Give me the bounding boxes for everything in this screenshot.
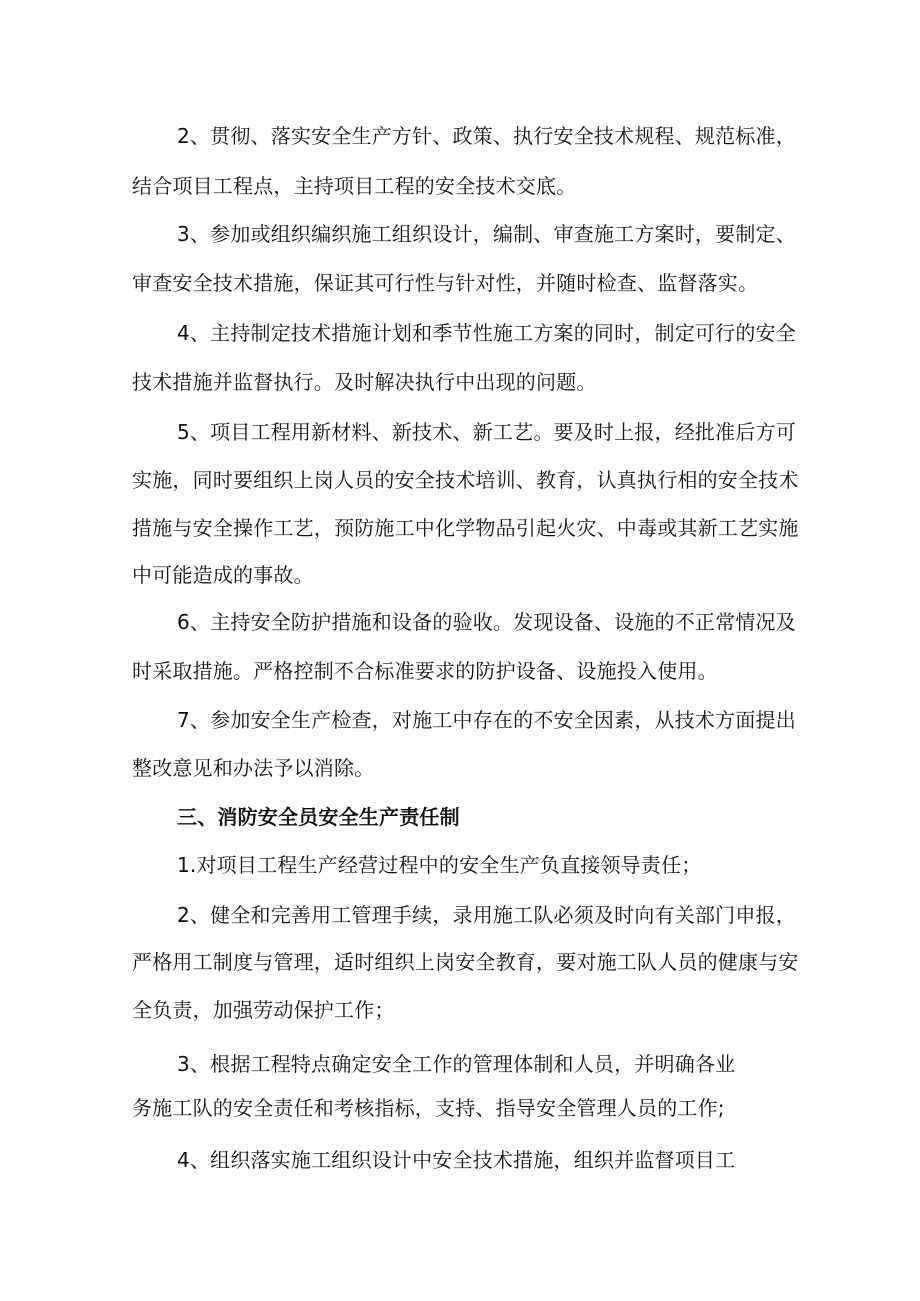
text-line: 审查安全技术措施，保证其可行性与针对性，并随时检查、监督落实。: [132, 271, 759, 295]
text-line: 4、主持制定技术措施计划和季节性施工方案的同时，制定可行的安全: [177, 321, 796, 345]
text-line: 实施，同时要组织上岗人员的安全技术培训、教育，认真执行相的安全技术: [132, 468, 799, 492]
text-line: 5、项目工程用新材料、新技术、新工艺。要及时上报，经批准后方可: [177, 420, 796, 444]
text-line: 整改意见和办法予以消除。: [132, 756, 375, 780]
text-line: 技术措施并监督执行。及时解决执行中出现的问题。: [132, 370, 597, 394]
text-line: 2、贯彻、落实安全生产方针、政策、执行安全技术规程、规范标准，: [177, 124, 796, 148]
text-line: 措施与安全操作工艺，预防施工中化学物品引起火灾、中毒或其新工艺实施: [132, 516, 799, 540]
text-line: 严格用工制度与管理，适时组织上岗安全教育，要对施工队人员的健康与安: [132, 950, 799, 974]
text-line: 3、参加或组织编织施工组织设计，编制、审查施工方案时，要制定、: [177, 222, 796, 246]
text-line: 1.对项目工程生产经营过程中的安全生产负直接领导责任；: [177, 853, 702, 877]
text-line: 4、组织落实施工组织设计中安全技术措施，组织并监督项目工: [177, 1148, 736, 1172]
section-heading: 三、消防安全员安全生产责任制: [177, 805, 460, 829]
text-line: 6、主持安全防护措施和设备的验收。发现设备、设施的不正常情况及: [177, 610, 796, 634]
text-line: 全负责，加强劳动保护工作；: [132, 998, 395, 1022]
text-line: 结合项目工程点，主持项目工程的安全技术交底。: [132, 174, 577, 198]
text-line: 2、健全和完善用工管理手续，录用施工队必须及时向有关部门申报，: [177, 903, 796, 927]
text-line: 3、根据工程特点确定安全工作的管理体制和人员，并明确各业: [177, 1052, 736, 1076]
text-line: 务施工队的安全责任和考核指标，支持、指导安全管理人员的工作;: [132, 1096, 725, 1120]
text-line: 中可能造成的事故。: [132, 563, 314, 587]
text-line: 7、参加安全生产检查，对施工中存在的不安全因素，从技术方面提出: [177, 708, 796, 732]
text-line: 时采取措施。严格控制不合标准要求的防护设备、设施投入使用。: [132, 659, 718, 683]
